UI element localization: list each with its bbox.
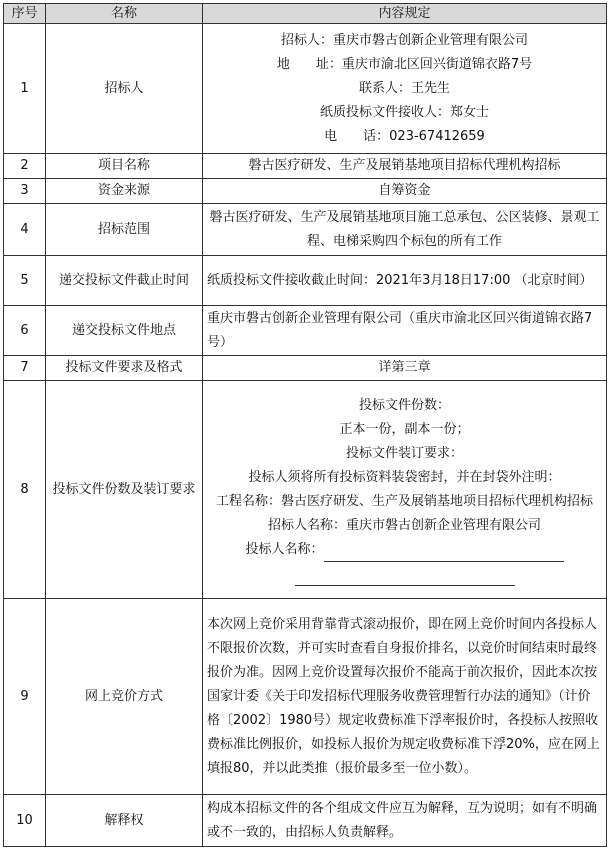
row-name: 资金来源	[46, 179, 203, 204]
bidder-name-line	[207, 538, 602, 562]
row-content: 磐古医疗研发、生产及展销基地项目招标代理机构招标	[203, 154, 607, 179]
content-line: 投标人须将所有投标资料装袋密封，并在封袋外注明：	[248, 469, 561, 485]
table-header-row	[4, 4, 607, 24]
row-content	[203, 381, 607, 599]
row-number: 1	[4, 24, 46, 154]
content-line: 联系人：王先生	[358, 80, 450, 96]
row-name: 招标范围	[46, 204, 203, 256]
row-name: 项目名称	[46, 154, 203, 179]
table-row	[4, 204, 607, 256]
row-content: 磐古医疗研发、生产及展销基地项目施工总承包、公区装修、景观工程、电梯采购四个标包的所有工作	[203, 204, 607, 256]
table-row	[4, 599, 607, 795]
row-content: 本次网上竞价采用背靠背式滚动报价，即在网上竞价时间内各投标人不限报价次数，并可实时查看自身报价排名，以竞价时间结束时最终报价为准。因网上竞价设置每次报价不能高于前次报价，因此本次按国家计委《关于印发招标代理服务收费管理暂行办法的通知》（计价格〔2002〕1980号）规定收费标准下浮率报价时，各投标人按照收费标准比例报价，如投标人报价为规定收费标准下浮20%，应在网上填报80，并以此类推（报价最多至一位小数）。	[203, 599, 607, 795]
bidder-name-blank	[324, 546, 564, 562]
table-row	[4, 306, 607, 356]
row-name: 招标人	[46, 24, 203, 154]
table-row	[4, 24, 607, 154]
blank-line	[207, 562, 602, 586]
content-line: 正本一份，副本一份；	[339, 421, 470, 437]
row-content: 构成本招标文件的各个组成文件应互为解释，互为说明；如有不明确或不一致的，由招标人负责解释。	[203, 795, 607, 847]
header-content: 内容规定	[203, 4, 607, 24]
row-name: 投标文件份数及装订要求	[46, 381, 203, 599]
row-name: 解释权	[46, 795, 203, 847]
row-content: 自筹资金	[203, 179, 607, 204]
row-name: 投标文件要求及格式	[46, 356, 203, 381]
signature-blank	[295, 570, 515, 586]
table-row	[4, 356, 607, 381]
row-name: 网上竞价方式	[46, 599, 203, 795]
row-number: 10	[4, 795, 46, 847]
content-line: 工程名称：磐古医疗研发、生产及展销基地项目招标代理机构招标	[215, 493, 593, 509]
bidding-terms-table	[3, 3, 607, 847]
header-serial-number: 序号	[4, 4, 46, 24]
content-line: 投标文件装订要求：	[345, 445, 463, 461]
bidder-name-label: 投标人名称：	[245, 541, 324, 557]
content-line: 投标文件份数：	[358, 397, 450, 413]
row-number: 6	[4, 306, 46, 356]
row-content: 重庆市磐古创新企业管理有限公司（重庆市渝北区回兴街道锦衣路7号）	[203, 306, 607, 356]
table-row	[4, 795, 607, 847]
table-row	[4, 256, 607, 306]
row-number: 4	[4, 204, 46, 256]
row-number: 5	[4, 256, 46, 306]
row-number: 3	[4, 179, 46, 204]
content-line: 招标人名称：重庆市磐古创新企业管理有限公司	[267, 517, 541, 533]
row-name: 递交投标文件地点	[46, 306, 203, 356]
row-content	[203, 24, 607, 154]
content-line: 电 话：023-67412659	[324, 128, 485, 144]
content-line: 地 址：重庆市渝北区回兴街道锦衣路7号	[276, 56, 533, 72]
table-row	[4, 179, 607, 204]
row-content: 详第三章	[203, 356, 607, 381]
header-name: 名称	[46, 4, 203, 24]
row-number: 8	[4, 381, 46, 599]
table-row	[4, 381, 607, 599]
row-number: 7	[4, 356, 46, 381]
row-content: 纸质投标文件接收截止时间：2021年3月18日17:00 （北京时间）	[203, 256, 607, 306]
content-line: 纸质投标文件接收人：郑女士	[319, 104, 489, 120]
table-row	[4, 154, 607, 179]
content-line: 招标人：重庆市磐古创新企业管理有限公司	[280, 32, 528, 48]
row-number: 2	[4, 154, 46, 179]
row-name: 递交投标文件截止时间	[46, 256, 203, 306]
row-number: 9	[4, 599, 46, 795]
